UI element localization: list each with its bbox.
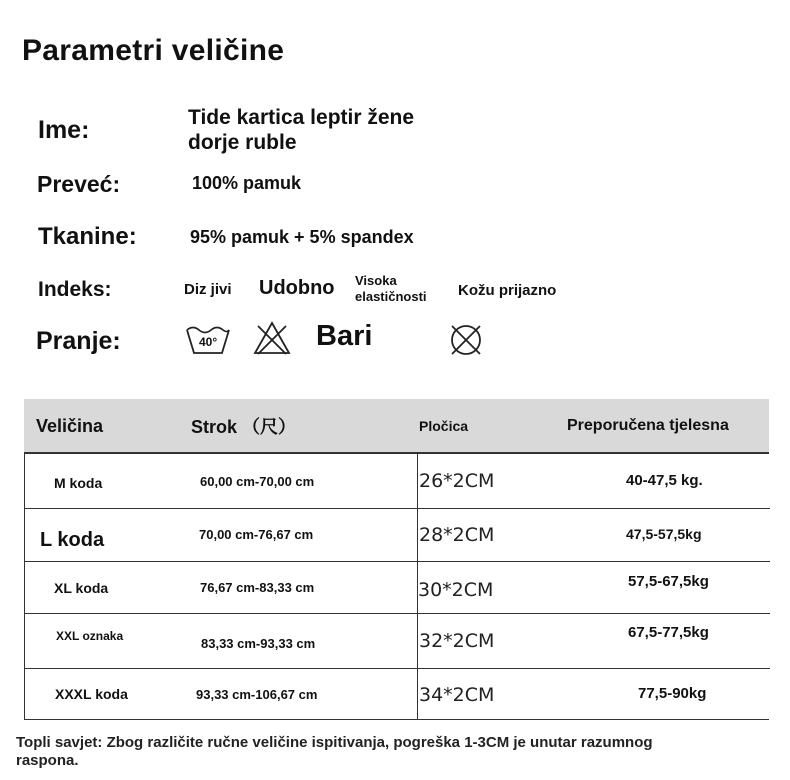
- row4-plocica: 32*2CM: [419, 630, 495, 652]
- index-item-4: Kožu prijazno: [458, 282, 557, 299]
- row5-size: XXXL koda: [55, 686, 128, 702]
- row4-strok: 83,33 cm-93,33 cm: [201, 636, 316, 651]
- tip-note: Topli savjet: Zbog različite ručne veličine ispitivanja, pogreška 1-3CM je unutar razumnog raspona.: [16, 734, 653, 769]
- header-size: Veličina: [36, 416, 104, 436]
- size-table: [24, 452, 769, 720]
- wash-temp: 40°: [199, 335, 218, 349]
- page-title: Parametri veličine: [22, 34, 285, 67]
- name-label: Ime:: [38, 116, 90, 144]
- index-label: Indeks:: [38, 278, 112, 301]
- header-weight: Preporučena tjelesna: [567, 417, 729, 434]
- fabric-value: 100% pamuk: [192, 173, 302, 193]
- row2-plocica: 28*2CM: [419, 524, 495, 546]
- row1-strok: 60,00 cm-70,00 cm: [200, 474, 315, 489]
- wash-label: Pranje:: [36, 327, 121, 355]
- row1-weight: 40-47,5 kg.: [626, 472, 703, 489]
- index-item-1: Diz jivi: [184, 281, 232, 298]
- row2-size: L koda: [40, 529, 105, 551]
- header-strok: Strok （尺）: [191, 417, 297, 437]
- name-value-line1: Tide kartica leptir žene: [188, 106, 415, 129]
- index-item-2: Udobno: [259, 277, 335, 299]
- name-value-line2: dorje ruble: [188, 131, 297, 154]
- index-item-3: Visoka elastičnosti: [355, 273, 427, 304]
- row1-size: M koda: [54, 475, 103, 491]
- row2-strok: 70,00 cm-76,67 cm: [199, 527, 314, 542]
- row3-weight: 57,5-67,5kg: [628, 573, 709, 590]
- material-label: Tkanine:: [38, 223, 137, 250]
- row5-weight: 77,5-90kg: [638, 685, 707, 702]
- row4-weight: 67,5-77,5kg: [628, 624, 709, 641]
- table-header: [24, 399, 769, 452]
- fabric-label: Preveć:: [37, 171, 121, 197]
- header-plocica: Pločica: [419, 418, 469, 434]
- row5-plocica: 34*2CM: [419, 684, 495, 706]
- row3-strok: 76,67 cm-83,33 cm: [200, 580, 315, 595]
- row3-size: XL koda: [54, 580, 109, 596]
- no-dry-icon: [448, 322, 484, 358]
- wash-text: Bari: [316, 320, 373, 352]
- row3-plocica: 30*2CM: [418, 579, 494, 601]
- no-bleach-icon: [253, 320, 291, 356]
- row5-strok: 93,33 cm-106,67 cm: [196, 687, 318, 702]
- row2-weight: 47,5-57,5kg: [626, 526, 702, 542]
- material-value: 95% pamuk + 5% spandex: [190, 227, 414, 247]
- row4-size: XXL oznaka: [56, 629, 124, 643]
- row1-plocica: 26*2CM: [419, 470, 495, 492]
